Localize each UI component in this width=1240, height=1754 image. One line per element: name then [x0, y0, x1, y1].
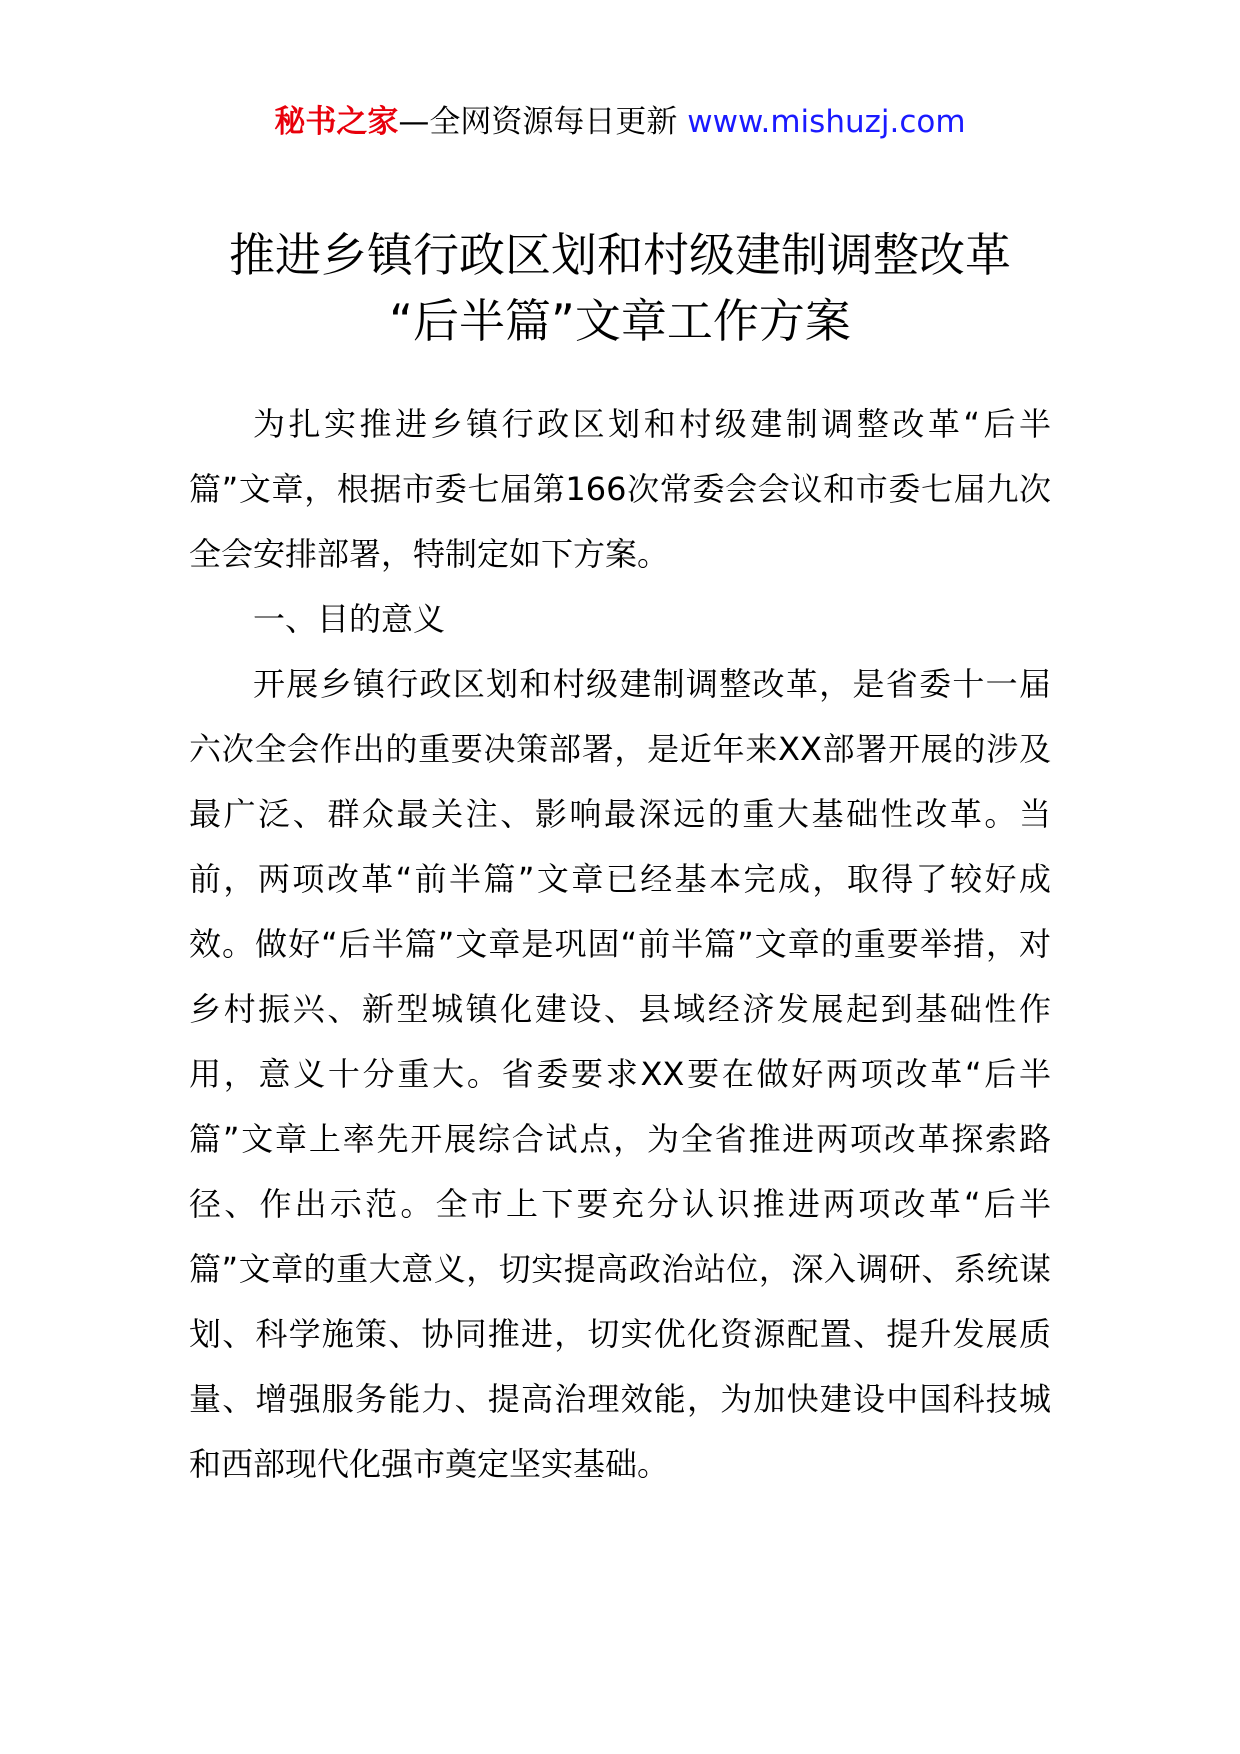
- title-line-1: 推进乡镇行政区划和村级建制调整改革: [229, 228, 1011, 282]
- site-header: [0, 100, 1240, 144]
- section-heading: 一、目的意义: [253, 600, 446, 638]
- body-paragraph: 开展乡镇行政区划和村级建制调整改革，是省委十一届六次全会作出的重要决策部署，是近年来XX部署开展的涉及最广泛、群众最关注、影响最深远的重大基础性改革。当前，两项改革“前半篇”文章已经基本完成，取得了较好成效。做好“后半篇”文章是巩固“前半篇”文章的重要举措，对乡村振兴、新型城镇化建设、县域经济发展起到基础性作用，意义十分重大。省委要求XX要在做好两项改革“后半篇”文章上率先开展综合试点，为全省推进两项改革探索路径、作出示范。全市上下要充分认识推进两项改革“后半篇”文章的重大意义，切实提高政治站位，深入调研、系统谋划、科学施策、协同推进，切实优化资源配置、提升发展质量、增强服务能力、提高治理效能，为加快建设中国科技城和西部现代化强市奠定坚实基础。: [189, 665, 1051, 1483]
- document-title: [0, 222, 1240, 354]
- document-body: [189, 392, 1051, 1497]
- title-line-2: “后半篇”文章工作方案: [389, 294, 851, 348]
- intro-paragraph: 为扎实推进乡镇行政区划和村级建制调整改革“后半篇”文章，根据市委七届第166次常委会会议和市委七届九次全会安排部署，特制定如下方案。: [189, 405, 1051, 573]
- brand-name: 秘书之家: [274, 104, 399, 140]
- site-url-link[interactable]: www.mishuzj.com: [687, 104, 966, 140]
- header-tagline: —全网资源每日更新: [398, 104, 678, 140]
